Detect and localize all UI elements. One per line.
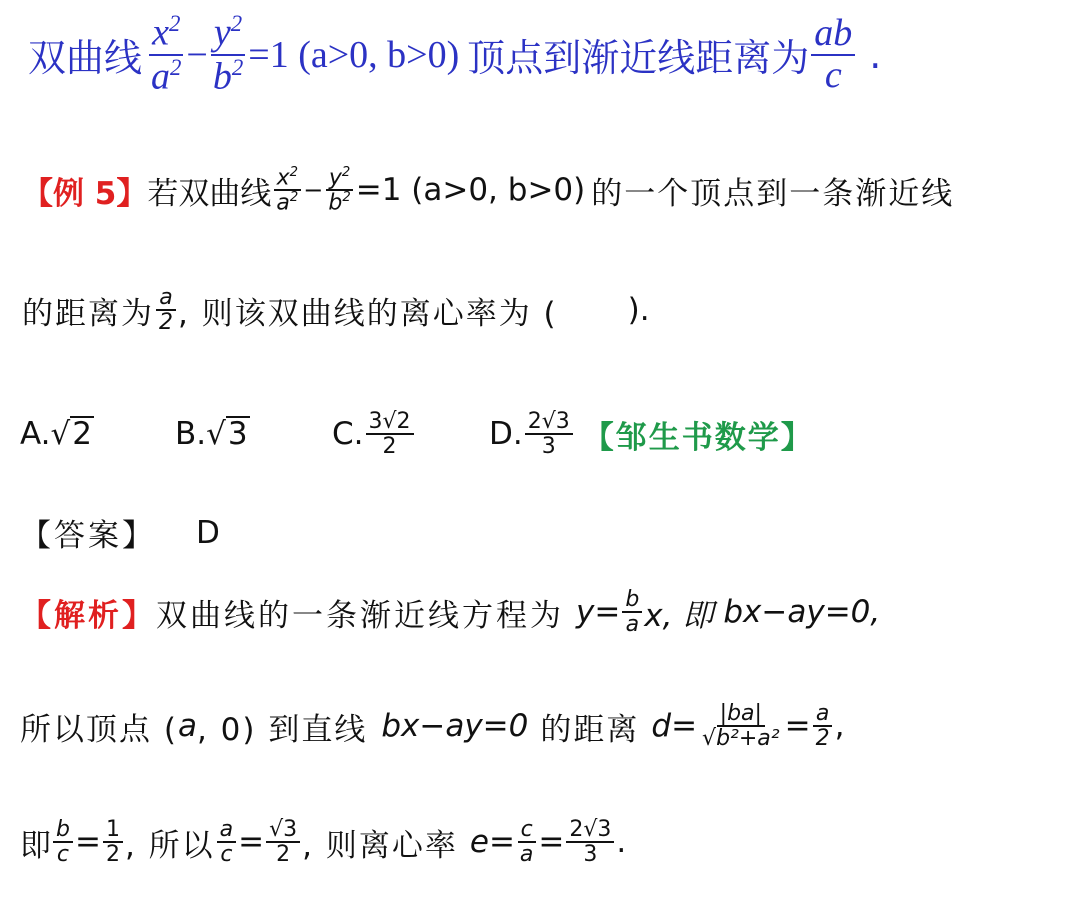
analysis-vertex-a: a <box>177 708 197 745</box>
title-text-2: 顶点到渐近线距离为 <box>467 36 810 81</box>
example-text-3: 的距离为 <box>22 295 154 332</box>
analysis-text-1: 双曲线的一条渐近线方程为 <box>156 597 564 634</box>
title-minus: − <box>186 33 208 76</box>
answer-value: D <box>196 514 220 551</box>
example-text-2: 的一个顶点到一条渐近线 <box>591 175 955 212</box>
option-b-sqrt: √ 3 <box>206 416 248 453</box>
example-text-1: 若双曲线 <box>147 175 272 212</box>
source-tag: 【邹生书数学】 <box>582 419 814 456</box>
option-c: C. $\frac{3√2}{2}$ <box>332 410 489 458</box>
option-d-frac: $\frac{2√3}{3}$ <box>525 410 573 458</box>
analysis-line-2 <box>20 702 844 750</box>
analysis-text-9: , 则离心率 <box>302 827 458 864</box>
example-equation: =1 (a>0, b>0) <box>355 172 586 209</box>
example-text-5: ). <box>627 292 650 329</box>
analysis-frac-bc: $\frac{b}{c}$ <box>53 818 73 866</box>
analysis-frac-ba: $\frac{b}{a}$ <box>622 588 642 636</box>
analysis-line-eq: bx−ay=0 <box>381 708 529 745</box>
analysis-y: y= <box>576 594 621 631</box>
title-frac-abc: $\frac{ab}{c}$ <box>811 14 855 96</box>
option-b: B. √ 3 <box>175 416 248 453</box>
analysis-frac-12: $\frac{1}{2}$ <box>103 818 123 866</box>
example-minus: − <box>303 176 324 205</box>
analysis-frac-r32: $\frac{√3}{2}$ <box>266 818 300 866</box>
example-frac-a2: $\frac{a}{2}$ <box>156 286 176 334</box>
analysis-frac-2r33: $\frac{2√3}{3}$ <box>566 818 614 866</box>
analysis-text-2: x, 即 <box>644 597 714 634</box>
example-line-2 <box>22 286 650 334</box>
analysis-line-1 <box>20 588 880 636</box>
title-frac-x2a2: $\frac{x^2}{a^2}$ <box>151 11 182 98</box>
analysis-frac-ca: $\frac{c}{a}$ <box>517 818 536 866</box>
example-tag: 【例 5】 <box>22 175 148 212</box>
analysis-distance-frac: $\frac{|ba|}{\text{√b²+a²}}$ <box>702 701 780 752</box>
analysis-eq-3: = <box>238 824 265 861</box>
example-line-1 <box>22 166 954 215</box>
option-c-frac: $\frac{3√2}{2}$ <box>366 410 414 458</box>
analysis-frac-ac: $\frac{a}{c}$ <box>217 818 236 866</box>
title-equation: =1 (a>0, b>0) <box>248 33 460 76</box>
answer-line <box>20 510 220 555</box>
analysis-text-8: , 所以 <box>124 827 215 864</box>
analysis-text-6: 的距离 <box>540 711 640 748</box>
analysis-text-7: 即 <box>20 827 51 864</box>
title-frac-y2b2: $\frac{y^2}{b^2}$ <box>212 11 244 98</box>
analysis-eq-2: = <box>74 824 101 861</box>
analysis-eq-4: = <box>538 824 565 861</box>
analysis-text-3: bx−ay=0, <box>723 594 881 631</box>
analysis-frac-a2: $\frac{a}{2}$ <box>813 702 833 750</box>
options-line <box>20 410 814 458</box>
option-a-sqrt: √ 2 <box>50 416 93 453</box>
answer-label: 【答案】 <box>20 518 156 554</box>
example-frac-x2a2: $\frac{x^2}{a^2}$ <box>273 166 301 215</box>
example-text-4: , 则该双曲线的离心率为 ( <box>178 295 558 332</box>
analysis-comma: , <box>834 708 845 745</box>
title-line <box>28 12 881 97</box>
title-text-1: 双曲线 <box>28 36 143 81</box>
option-a: A. √ 2 <box>20 416 93 453</box>
analysis-d: d= <box>651 708 698 745</box>
analysis-line-3 <box>20 818 626 866</box>
example-frac-y2b2: $\frac{y^2}{b^2}$ <box>325 166 353 215</box>
analysis-tag: 【解析】 <box>20 597 156 634</box>
analysis-e: e= <box>469 824 515 861</box>
title-dot: . <box>869 32 882 77</box>
analysis-eq: = <box>784 708 811 745</box>
option-d: D. $\frac{2√3}{3}$ <box>489 410 575 458</box>
analysis-dot: . <box>616 824 627 861</box>
analysis-text-4: 所以顶点 ( <box>20 711 178 748</box>
analysis-text-5: , 0) 到直线 <box>196 711 368 748</box>
